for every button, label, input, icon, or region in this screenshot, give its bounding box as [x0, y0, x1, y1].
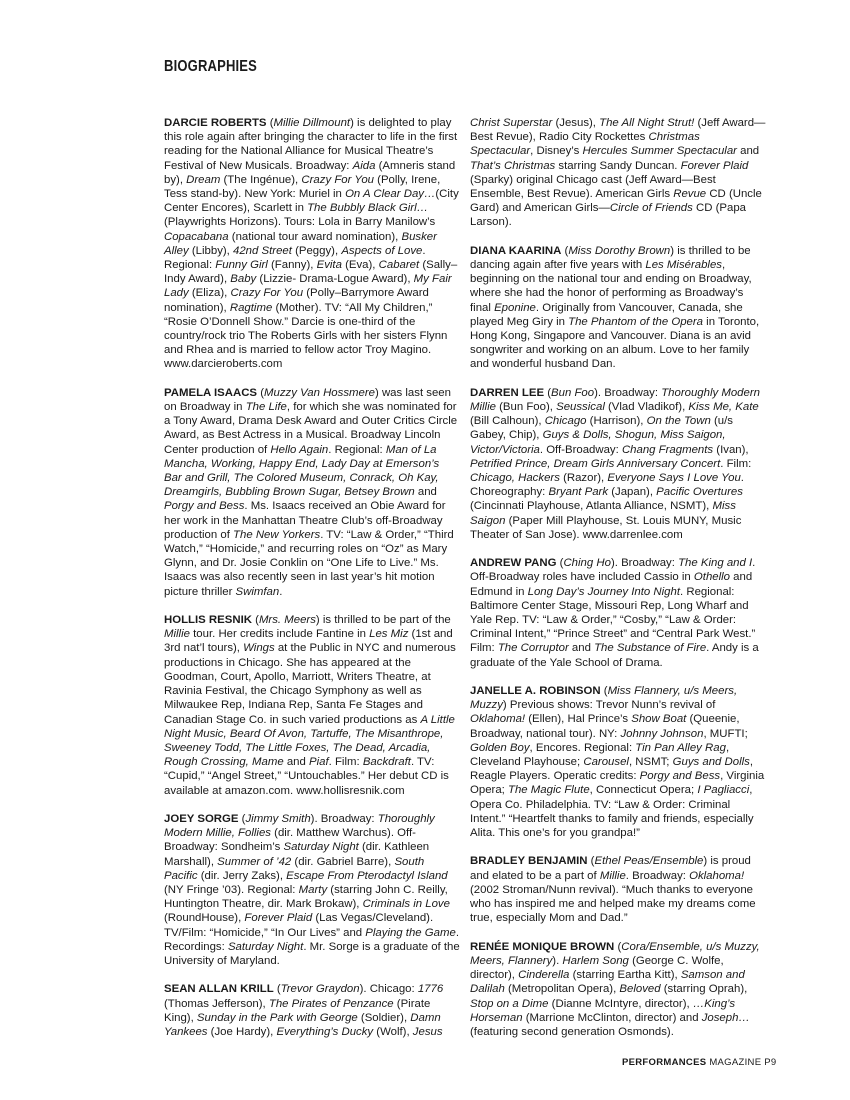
- italic-title: Backdraft: [362, 756, 411, 769]
- italic-title: 1776: [417, 983, 444, 996]
- biography-entry: DARREN LEE (Bun Foo). Broadway: Thoroughly Modern Millie (Bun Foo), Seussical (Vlad Vladikof), Kiss Me, Kate (Bill Calhoun), Chicago (Harrison), On the Town (u/s Gabey, Chip), Guys & Dolls, Shogun, Miss Saigon, Victor/Victoria. Off-Broadway: Chang Fragments (Ivan), Petrified Prince, Dream Girls Anniversary Concert. Film: Chicago, Hackers (Razor), Everyone Says I Love You. Choreography: Bryant Park (Japan), Pacific Overtures (Cincinnati Playhouse, Atlanta Alliance, NSMT), Miss Saigon (Paper Mill Playhouse, St. Louis MUNY, Music Theater of San Jose). www.darrenlee.com: [470, 386, 760, 541]
- italic-title: Saturday Night: [283, 841, 359, 854]
- italic-title: Thoroughly Modern Millie: [470, 386, 760, 414]
- italic-title: Pacific Overtures: [656, 486, 743, 499]
- performer-name: DARCIE ROBERTS: [164, 117, 267, 129]
- italic-title: Samson and Dalilah: [470, 969, 745, 996]
- italic-title: Crazy For You: [230, 287, 304, 300]
- biography-entry: Christ Superstar (Jesus), The All Night Strut! (Jeff Award—Best Revue), Radio City Rockettes Christmas Spectacular, Disney’s Hercules Summer Spectacular and That’s Christmas starring Sandy Duncan. Forever Plaid (Sparky) original Chicago cast (Jeff Award—Best Ensemble, Best Revue). American Girls Revue CD (Uncle Gard) and American Girls—Circle of Friends CD (Papa Larson).: [470, 117, 766, 229]
- italic-title: The Phantom of the Opera: [568, 315, 704, 328]
- italic-title: Bryant Park: [548, 486, 609, 499]
- italic-title: Criminals in Love: [362, 898, 450, 911]
- italic-title: Guys and Dolls: [672, 756, 750, 769]
- italic-title: Cora/Ensemble, u/s Muzzy, Meers, Flannery: [470, 940, 760, 967]
- italic-title: Joseph…: [701, 1011, 750, 1024]
- italic-title: Copacabana: [164, 230, 229, 243]
- italic-title: Millie Dillmount: [273, 117, 351, 129]
- italic-title: Swimfan: [235, 585, 280, 598]
- italic-title: Hercules Summer Spectacular: [582, 145, 737, 158]
- italic-title: Long Day’s Journey Into Night: [527, 585, 681, 598]
- italic-title: Les Misérables: [645, 259, 722, 272]
- biography-entry: SEAN ALLAN KRILL (Trevor Graydon). Chicago: 1776 (Thomas Jefferson), The Pirates of Penzance (Pirate King), Sunday in the Park with George (Soldier), Damn Yankees (Joe Hardy), Everything’s Ducky (Wolf), Jesus: [164, 983, 444, 1038]
- italic-title: Marty: [298, 883, 328, 896]
- italic-title: Piaf: [309, 756, 329, 769]
- italic-title: My Fair Lady: [164, 273, 452, 300]
- page-label: MAGAZINE P9: [709, 1057, 777, 1068]
- italic-title: Cabaret: [378, 259, 420, 272]
- italic-title: Circle of Friends: [609, 202, 693, 215]
- italic-title: Baby: [230, 273, 257, 286]
- performer-name: HOLLIS RESNIK: [164, 614, 252, 627]
- italic-title: Christ Superstar: [470, 117, 553, 129]
- biography-entry: JOEY SORGE (Jimmy Smith). Broadway: Thoroughly Modern Millie, Follies (dir. Matthew Warchus). Off-Broadway: Sondheim’s Saturday Night (dir. Kathleen Marshall), Summer of ’42 (dir. Gabriel Barre), South Pacific (dir. Jerry Zaks), Escape From Pterodactyl Island (NY Fringe ’03). Regional: Marty (starring John C. Reilly, Huntington Theatre, dir. Mark Brokaw), Criminals in Love (RoundHouse), Forever Plaid (Las Vegas/Cleveland). TV/Film: “Homicide,” “In Our Lives” and Playing the Game. Recordings: Saturday Night. Mr. Sorge is a graduate of the University of Maryland.: [164, 812, 460, 967]
- italic-title: Dream: [186, 173, 221, 186]
- performer-name: BRADLEY BENJAMIN: [470, 855, 588, 868]
- left-column: [164, 116, 460, 1053]
- italic-title: Eponine: [494, 301, 536, 314]
- italic-title: Seussical: [556, 401, 605, 414]
- performer-name: JOEY SORGE: [164, 812, 239, 825]
- italic-title: Oklahoma!: [689, 869, 745, 882]
- italic-title: Playing the Game: [365, 926, 456, 939]
- italic-title: Christmas Spectacular: [470, 131, 700, 158]
- italic-title: Millie: [599, 869, 626, 882]
- performer-name: RENÉE MONIQUE BROWN: [470, 940, 615, 953]
- italic-title: A Little Night Music, Beard Of Avon, Tartuffe, The Misanthrope, Sweeney Todd, The Little Foxes, The Dead, Arcadia, Rough Crossing, Mame: [164, 713, 455, 769]
- italic-title: The Pirates of Penzance: [268, 997, 394, 1010]
- italic-title: Forever Plaid: [244, 912, 313, 925]
- italic-title: The Substance of Fire: [594, 642, 707, 655]
- italic-title: Stop on a Dime: [470, 997, 549, 1010]
- italic-title: Man of La Mancha, Working, Happy End, Lady Day at Emerson’s Bar and Grill, The Colored Museum, Conrack, Oh Kay, Dreamgirls, Bubbling Brown Sugar, Betsey Brown: [164, 443, 440, 499]
- italic-title: Revue: [673, 188, 707, 201]
- italic-title: On A Clear Day…: [345, 188, 436, 201]
- page-footer: [622, 1057, 777, 1068]
- biography-entry: JANELLE A. ROBINSON (Miss Flannery, u/s Meers, Muzzy) Previous shows: Trevor Nunn’s revival of Oklahoma! (Ellen), Hal Prince’s Show Boat (Queenie, Broadway, national tour). NY: Johnny Johnson, MUFTI; Golden Boy, Encores. Regional: Tin Pan Alley Rag, Cleveland Playhouse; Carousel, NSMT; Guys and Dolls, Reagle Players. Operatic credits: Porgy and Bess, Virginia Opera; The Magic Flute, Connecticut Opera; I Pagliacci, Opera Co. Philadelphia. TV: “Law & Order: Criminal Intent.” “Heartfelt thanks to family and friends, especially Alita. This one’s for you grandpa!”: [470, 685, 765, 840]
- italic-title: Johnny Johnson: [620, 727, 704, 740]
- italic-title: Guys & Dolls, Shogun, Miss Saigon, Victor/Victoria: [470, 429, 726, 456]
- italic-title: Everyone Says I Love You: [607, 472, 741, 485]
- italic-title: Chicago, Hackers: [470, 472, 560, 485]
- italic-title: Tin Pan Alley Rag: [635, 741, 726, 754]
- italic-title: Oklahoma!: [470, 713, 526, 726]
- italic-title: Chicago: [544, 415, 587, 428]
- performer-name: JANELLE A. ROBINSON: [470, 685, 601, 698]
- italic-title: Miss Saigon: [470, 500, 736, 527]
- italic-title: Cinderella: [518, 969, 570, 982]
- italic-title: South Pacific: [164, 855, 425, 882]
- magazine-name: PERFORMANCES: [622, 1057, 707, 1068]
- italic-title: The All Night Strut!: [599, 117, 695, 129]
- biography-entry: DIANA KAARINA (Miss Dorothy Brown) is thrilled to be dancing again after five years with Les Misérables, beginning on the national tour and ending on Broadway, where she had the honor of performing as Broadway’s final Eponine. Originally from Vancouver, Canada, she played Meg Giry in The Phantom of the Opera in Toronto, Hong Kong, Singapore and Vancouver. Diana is an avid songwriter and working on an album. Love to her family and wonderful husband Dan.: [470, 244, 760, 371]
- italic-title: Miss Flannery, u/s Meers, Muzzy: [470, 685, 738, 712]
- italic-title: Ching Ho: [563, 557, 611, 570]
- performer-name: PAMELA ISAACS: [164, 386, 258, 399]
- italic-title: 42nd Street: [233, 244, 292, 257]
- italic-title: Thoroughly Modern Millie, Follies: [164, 812, 435, 840]
- italic-title: Wings: [243, 642, 275, 655]
- italic-title: Ethel Peas/Ensemble: [594, 855, 704, 868]
- performer-name: DARREN LEE: [470, 386, 545, 399]
- page-heading: BIOGRAPHIES: [164, 58, 258, 75]
- italic-title: The New Yorkers: [233, 528, 321, 541]
- biography-entry: ANDREW PANG (Ching Ho). Broadway: The King and I. Off-Broadway roles have included Cassio in Othello and Edmund in Long Day’s Journey Into Night. Regional: Baltimore Center Stage, Missouri Rep, Long Wharf and Yale Rep. TV: “Law & Order,” “Cosby,” “Law & Order: Criminal Intent,” “Prince Street” and “Central Park West.” Film: The Corruptor and The Substance of Fire. Andy is a graduate of the Yale School of Drama.: [470, 557, 759, 669]
- italic-title: Miss Dorothy Brown: [568, 244, 671, 257]
- italic-title: Sunday in the Park with George: [196, 1011, 358, 1024]
- italic-title: Escape From Pterodactyl Island: [286, 869, 448, 882]
- italic-title: Chang Fragments: [621, 443, 714, 456]
- italic-title: Evita: [316, 259, 342, 272]
- biography-entry: HOLLIS RESNIK (Mrs. Meers) is thrilled to be part of the Millie tour. Her credits include Fantine in Les Miz (1st and 3rd nat’l tours), Wings at the Public in NYC and numerous productions in Chicago. She has appeared at the Goodman, Court, Apollo, Marriott, Writers Theatre, at Ravinia Festival, the Chicago Symphony as well as Milwaukee Rep, Indiana Rep, Santa Fe Stages and Canadian Stage Co. in such varied productions as A Little Night Music, Beard Of Avon, Tartuffe, The Misanthrope, Sweeney Todd, The Little Foxes, The Dead, Arcadia, Rough Crossing, Mame and Piaf. Film: Backdraft. TV: “Cupid,” “Angel Street,” “Untouchables.” Her debut CD is available at amazon.com. www.hollisresnik.com: [164, 614, 456, 797]
- italic-title: Ragtime: [229, 301, 273, 314]
- italic-title: Bun Foo: [551, 386, 595, 399]
- italic-title: Golden Boy: [470, 741, 530, 754]
- italic-title: Summer of ’42: [217, 855, 292, 868]
- italic-title: Funny Girl: [215, 259, 268, 272]
- italic-title: Petrified Prince, Dream Girls Anniversary Concert: [470, 457, 721, 470]
- italic-title: Harlem Song: [562, 954, 629, 967]
- italic-title: Beloved: [619, 983, 661, 996]
- italic-title: The Bubbly Black Girl…: [307, 202, 428, 215]
- italic-title: The Magic Flute: [508, 784, 590, 797]
- italic-title: Mrs. Meers: [258, 614, 316, 627]
- italic-title: Trevor Graydon: [280, 983, 360, 996]
- italic-title: I Pagliacci: [697, 784, 750, 797]
- biography-entry: BRADLEY BENJAMIN (Ethel Peas/Ensemble) is proud and elated to be a part of Millie. Broadway: Oklahoma! (2002 Stroman/Nunn revival). “Much thanks to everyone who has inspired me and helped make my dreams come true, especially Mom and Dad.”: [470, 855, 756, 925]
- italic-title: The Life: [245, 401, 287, 414]
- italic-title: Jesus: [412, 1025, 443, 1038]
- italic-title: Damn Yankees: [164, 1011, 441, 1038]
- italic-title: Kiss Me, Kate: [688, 401, 759, 414]
- performer-name: ANDREW PANG: [470, 557, 557, 570]
- italic-title: Jimmy Smith: [245, 812, 311, 825]
- italic-title: The King and I: [678, 557, 753, 570]
- italic-title: Millie: [164, 628, 190, 641]
- italic-title: Saturday Night: [227, 940, 304, 953]
- italic-title: Muzzy Van Hossmere: [264, 386, 375, 399]
- italic-title: Busker Alley: [164, 230, 437, 257]
- right-column: [470, 116, 766, 1053]
- italic-title: Aspects of Love: [341, 244, 423, 257]
- performer-name: DIANA KAARINA: [470, 244, 562, 257]
- biography-entry: DARCIE ROBERTS (Millie Dillmount) is delighted to play this role again after bringing the character to life in the first reading for the National Alliance for Musical Theatre’s Festival of New Musicals. Broadway: Aida (Amneris stand by), Dream (The Ingénue), Crazy For You (Polly, Irene, Tess stand-by). New York: Muriel in On A Clear Day…(City Center Encores), Scarlett in The Bubbly Black Girl…(Playwrights Horizons). Tours: Lola in Barry Manilow’s Copacabana (national tour award nomination), Busker Alley (Libby), 42nd Street (Peggy), Aspects of Love. Regional: Funny Girl (Fanny), Evita (Eva), Cabaret (Sally–Indy Award), Baby (Lizzie- Drama-Logue Award), My Fair Lady (Eliza), Crazy For You (Polly–Barrymore Award nomination), Ragtime (Mother). TV: “All My Children,” “Rosie O’Donnell Show.” Darcie is one-third of the country/rock trio The Roberts Girls with her sisters Flynn and Rhea and is married to fellow actor Troy Magino. www.darcieroberts.com: [164, 117, 459, 371]
- italic-title: That’s Christmas: [470, 159, 556, 172]
- italic-title: …King’s Horseman: [470, 997, 736, 1024]
- italic-title: Othello: [693, 571, 731, 584]
- italic-title: Porgy and Bess: [639, 770, 721, 783]
- italic-title: Hello Again: [270, 443, 329, 456]
- italic-title: On the Town: [646, 415, 711, 428]
- italic-title: Carousel: [583, 756, 629, 769]
- performer-name: SEAN ALLAN KRILL: [164, 983, 274, 996]
- italic-title: Les Miz: [369, 628, 409, 641]
- italic-title: Crazy For You: [301, 173, 374, 186]
- italic-title: Forever Plaid: [680, 159, 749, 172]
- italic-title: Show Boat: [631, 713, 687, 726]
- biography-entry: RENÉE MONIQUE BROWN (Cora/Ensemble, u/s Muzzy, Meers, Flannery). Harlem Song (George C. Wolfe, director), Cinderella (starring Eartha Kitt), Samson and Dalilah (Metropolitan Opera), Beloved (starring Oprah), Stop on a Dime (Dianne McIntyre, director), …King’s Horseman (Marrione McClinton, director) and Joseph… (featuring second generation Osmonds).: [470, 940, 760, 1038]
- italic-title: The Corruptor: [497, 642, 569, 655]
- biography-entry: PAMELA ISAACS (Muzzy Van Hossmere) was last seen on Broadway in The Life, for which she was nominated for a Tony Award, Drama Desk Award and Outer Critics Circle Award, as Best Actress in a Musical. Broadway Lincoln Center production of Hello Again. Regional: Man of La Mancha, Working, Happy End, Lady Day at Emerson’s Bar and Grill, The Colored Museum, Conrack, Oh Kay, Dreamgirls, Bubbling Brown Sugar, Betsey Brown and Porgy and Bess. Ms. Isaacs received an Obie Award for her work in the Manhattan Theatre Club’s off-Broadway production of The New Yorkers. TV: “Law & Order,” “Third Watch,” “Homicide,” and recurring roles on “Oz” as Mary Glynn, and Dr. Josie Conklin on “One Life to Live.” Ms. Isaacs was also recently seen in last year’s hit motion picture thriller Swimfan.: [164, 386, 458, 598]
- italic-title: Everything’s Ducky: [276, 1025, 374, 1038]
- italic-title: Aida: [352, 159, 376, 172]
- italic-title: Porgy and Bess: [164, 500, 245, 513]
